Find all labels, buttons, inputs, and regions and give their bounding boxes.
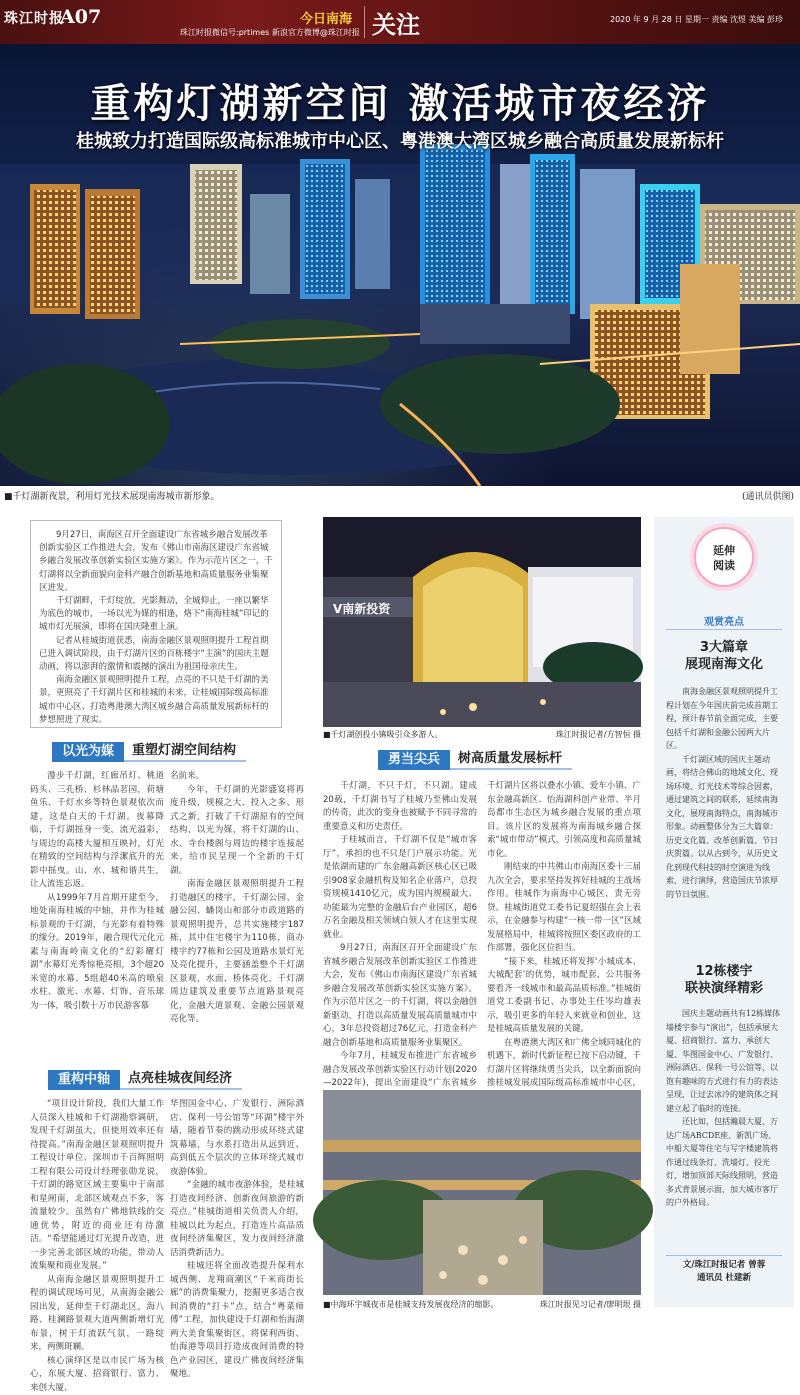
- extended-reading-badge: [694, 527, 754, 587]
- sidebar-divider: [666, 1255, 782, 1256]
- article-paragraph: 华图国金中心、广发银行、洲际酒店、保利一号公馆等“环湖”楼宇外墙，随着节奏的跳动形成环绕式建筑幕墙，与水系打造出从远到近、高到低五个层次的立体环绕式城市夜游体验。: [170, 1098, 304, 1179]
- photo1-caption: ■千灯湖创投小镇吸引众多游人。: [323, 729, 443, 740]
- intro-paragraph: 南海金融区景观照明提升工程，点亮的不只是千灯湖的美景，更照亮了千灯湖片区和桂城的未来，让桂城国际级高标准城市中心区、打造粤港澳大湾区城乡融合高质量发展新标杆的梦想照进了现实。: [39, 674, 273, 727]
- article-column: [323, 780, 477, 1080]
- article-paragraph: “项目设计阶段，我们大量工作人员深入桂城和千灯湖勘察调研，发现千灯湖虽大，但使用效率还有待提高。”南海金融区景观照明提升工程设计单位、深圳市千百辉照明工程有限公司设计经理张勋龙说，千灯湖的路宽区域主要集中于南部和星闸南，北部区域观点不多，客流量较少。虽然有广佛地铁线的交通优势，附近的商业还有待激活。“希望能通过灯光提升改造，进一步完善北部区域的功能，带动人流集聚和商业发展。”: [30, 1098, 164, 1274]
- sidebar-column-1: [666, 685, 784, 955]
- article-paragraph: 千灯湖片区将以叠水小镇、爱车小镇、广东金融高新区、怡海湖科创产业带、半月岛都市生态区为城乡融合发展的重点项目。该片区的发展将为南海城乡融合探索“城市带动”模式，引领高度和高质量城市化。: [487, 780, 641, 861]
- heading-line: 联袂演绎精彩: [654, 980, 794, 997]
- social-handles: 珠江时报微信号:prtimes 新浪官方微博@珠江时报: [180, 27, 360, 38]
- sidebar-paragraph: 国庆主题动画共有12栋媒体墙楼宇参与“演出”，包括承展大厦、招商银行、富力、承创大厦、华图国金中心、广发银行、洲际酒店、保利一号公馆等，以饱有趣味的方式进行有力的表达呈现，让过去冰冷的建筑体之间建立起了临时的连接。: [666, 1007, 784, 1115]
- section-title: 树高质量发展标杆: [450, 750, 572, 770]
- hero-photo: [0, 44, 800, 486]
- article-column: [30, 770, 164, 1054]
- section-heading-1: [52, 742, 246, 762]
- article-column: [170, 1098, 304, 1310]
- night-market-illustration: [323, 1090, 641, 1295]
- newspaper-logo: 珠江时报: [4, 8, 64, 28]
- photo-creative-town: [323, 517, 641, 727]
- byline-line: 通讯员 杜建新: [654, 1272, 794, 1285]
- main-headline: 重构灯湖新空间 激活城市夜经济: [0, 72, 800, 129]
- section-focus: 关注: [372, 5, 420, 40]
- article-paragraph: 漫步千灯湖，红廊吊灯、桃道码头、三孔桥、杉林品茗园，荷塘鱼乐、千灯水乡等特色景观依次而建，这是白天的千灯湖。夜幕降临，千灯湖摇身一变，流光溢彩，与周边的高楼大厦相互映衬，灯光在精致的空间结构与浮潔底升的光影中摇曳。山、水、城和谐共生，让人流连忘返。: [30, 770, 164, 892]
- intro-box: [30, 520, 282, 728]
- photo2-caption: ■中海环宇城夜市是桂城支持发展夜经济的缩影。: [323, 1299, 499, 1310]
- intro-paragraph: 9月27日，南海区召开全面建设广东省城乡融合发展改革创新实验区工作推进大会，发布《佛山市南海区建设广东省城乡融合发展改革创新实验区实施方案》。作为示范片区之一，千灯湖将以全新面貌向金科产融合创新基地和高质量服务业集聚区进发。: [39, 529, 273, 595]
- section-name: 今日南海: [300, 8, 352, 27]
- masthead-divider: [364, 6, 365, 38]
- intro-paragraph: 记者从桂城街道获悉，南海金融区景观照明提升工程首期已进入调试阶段，由千灯湖片区的百栋楼宇“主演”的国庆主题动画，将以澎湃的激情和震撼的演出为祖国母亲庆生。: [39, 635, 273, 675]
- sidebar-paragraph: 千灯湖区域的国庆主题动画，将结合佛山的地域文化、现场环境、灯光技术等综合因素，通过建筑之间的联系，延续南海文化，展现南海特点，南海城市形象。动画整体分为三大篇章：历史文化篇、改革创新篇、节日庆贺篇。以从古到今，从历史文化到现代科技的时空演进为线索，进行演绎，营造国庆节浓厚的节日氛围。: [666, 753, 784, 902]
- section-tag: 以光为媒: [52, 742, 124, 762]
- article-paragraph: “金融的城市夜游体验，是桂城打造夜间经济、创新夜间旅游的新亮点。”桂城街道相关负责人介绍，桂城以此为起点，打造连片高品质夜间经济集聚区，发力夜间经济激活消费新活力。: [170, 1179, 304, 1260]
- heading-line: 展现南海文化: [654, 656, 794, 673]
- heading-line: 12栋楼宇: [654, 963, 794, 980]
- section-heading-3: [48, 1070, 242, 1090]
- article-paragraph: 名前来。: [170, 770, 304, 784]
- article-column: [487, 780, 641, 1080]
- photo2-caption-bar: [323, 1297, 641, 1311]
- byline-line: 文/珠江时报记者 曾蓉: [654, 1259, 794, 1272]
- sidebar-paragraph: 还比如，包括瀚晨大厦、万达广场ABCDE座、新凯广场、中船大厦等住宅与写字楼建筑将作通过线条灯、洗墙灯、投光灯，增加顶部天际线照明，营造多式背景展示面，加大城市客厅的户外格局。: [666, 1115, 784, 1210]
- article-paragraph: 从1999年7月首期开建至今，地处南海桂城的中轴，并作为桂城标景观的千灯湖，与光影有着特殊的缘分。2019年，融合现代元化元素与南海岭南文化的“幻彩耀灯湖”水幕灯光秀惊艳亮相，3个超20米宽的水幕、5组超40米高的喷泉水柱、激光、水幕、灯饰、音乐球为一体，吸引数十万市民游客慕: [30, 892, 164, 1014]
- hero-caption-text: ■千灯湖新夜景，利用灯光技术展现南海城市新形象。: [4, 489, 220, 502]
- intro-paragraph: 千灯湖畔，千灯绽放，光影舞动，全城仰止，一座以繁华为底色的城市，一场以光为媒的相逢，烙下“南海桂城”印记的城市灯光展演，即将在国庆隆重上演。: [39, 595, 273, 635]
- article-paragraph: 核心演绎区是以市民广场为核心，东展大厦、招商银行、富力、来创大厦、: [30, 1355, 164, 1395]
- article-column: [30, 1098, 164, 1310]
- extended-reading-sidebar: [654, 517, 794, 1307]
- sub-headline: 桂城致力打造国际级高标准城市中心区、粤港澳大湾区城乡融合高质量发展新标杆: [0, 127, 800, 153]
- section-tag: 勇当尖兵: [378, 750, 450, 770]
- hero-caption: [0, 486, 800, 502]
- sidebar-label: 观赏亮点: [654, 613, 794, 628]
- hero-credit: (通讯员供图): [742, 489, 794, 502]
- sidebar-divider: [666, 629, 782, 630]
- article-paragraph: 于桂城而言，千灯湖不仅是“城市客厅”，承担的也不只是门户展示功能。光是依湖而建的广东金融高新区核心区已吸引908家金融机构及知名企业落户，总投资规模1410亿元，成为国内规模最大、功能最为完整的金融后台产业园区，超6万名金融及相关领域白领人才在这里实现就业。: [323, 834, 477, 942]
- byline: [654, 1259, 794, 1285]
- date-line: 2020 年 9 月 28 日 星期一 责编 沈煜 美编 彭珍: [610, 14, 783, 25]
- article-paragraph: 刚结束的中共佛山市南海区委十三届九次全会，要求坚持发挥好桂城的主战场作用。桂城作为南海中心城区，责无旁贷。桂城街道党工委书记夏绍强在会上表示，在金融参与构建“一核一带一区”区域发展格局中，桂城将按照区委区政府的工作部署，强化区位担当。: [487, 861, 641, 956]
- masthead: [0, 0, 800, 44]
- photo1-credit: 珠江时报记者/方智恒 摄: [556, 729, 641, 740]
- article-paragraph: 桂城还将全面改造提升保利水城西侧、龙翔商潮区“千米商街长廊”的消费集聚力，挖掘更多适合夜间消费的“打卡”点，结合“粤菜师傅”工程，加快建设千灯湖和怡海湖两大美食集聚街区，将保利西街、怡海港等项目打造成夜间消费的特色产业园区，建设广佛夜间经济集聚地。: [170, 1260, 304, 1382]
- article-paragraph: 千灯湖，不只千灯，不只湖。建成20载，千灯湖书写了桂城乃至佛山发展的传奇，此次的变身也被赋予不同寻常的重要意义和历史责任。: [323, 780, 477, 834]
- section-heading-2: [378, 750, 572, 770]
- heading-line: 3大篇章: [654, 639, 794, 656]
- section-title: 点亮桂城夜间经济: [120, 1070, 242, 1090]
- article-paragraph: 9月27日，南海区召开全面建设广东省城乡融合发展改革创新实验区工作推进大会，发布《佛山市南海区建设广东省城乡融合发展改革创新实验区实施方案》。作为示范片区之一的千灯湖，将以金融创新驱动，打造以高质量发展高质量城市中心，3年总投资超过76亿元，打造金科产融合创新基地和高质量服务业集聚区。: [323, 942, 477, 1050]
- sidebar-heading-2: [654, 963, 794, 997]
- badge-line: 阅读: [696, 558, 752, 573]
- article-paragraph: 从南海金融区景观照明提升工程的调试现场可见，从南海金融公园出发，延伸至千灯湖北区，海八路、桂澜路景观大道两侧新增灯光布景，树干灯流跃气氛，一路绽来，两侧斑斓。: [30, 1274, 164, 1355]
- section-tag: 重构中轴: [48, 1070, 120, 1090]
- photo2-credit: 珠江时报见习记者/廖明垠 摄: [540, 1299, 641, 1310]
- creative-town-illustration: [323, 517, 641, 727]
- photo1-caption-bar: [323, 727, 641, 741]
- article-paragraph: 今年7月，桂城发布推进广东省城乡融合发展改革创新实验区行动计划(2020—2022年)，提出全面建设“广东省城乡: [323, 1050, 477, 1118]
- sidebar-heading-1: [654, 639, 794, 673]
- article-paragraph: 南海金融区景观照明提升工程打造融区的楼宇，千灯湖公园、金融公园、蟠岗山和部分市政道路的景观照明提升，总共实施楼宇187栋，其中住宅楼宇为110栋，商办楼宇约77栋和公园及道路水景灯光及亮化提升，主要涵盖整个千灯湖区景观，水面、桥体亮化，千灯湖周边建筑及重要节点道路景观亮化，金融大道景观、金融公园景观亮化等。: [170, 878, 304, 1027]
- photo-night-market: [323, 1090, 641, 1295]
- article-paragraph: 在粤港澳大湾区和广佛全域同城化的机遇下，新时代新征程已按下启动键，千灯湖片区将继续勇当尖兵，以全新面貌向推桂城发展成国际级高标准城市中心区，: [487, 1037, 641, 1118]
- building-sign: V南新投资: [333, 601, 391, 616]
- badge-line: 延伸: [696, 543, 752, 558]
- article-paragraph: “接下来，桂城还将发挥‘小城成本、大城配套’的优势，城市配套，公共服务要看齐一线城市和最高品质标准。”桂城街道党工委副书记、办事处主任岑均雄表示，吸引更多的年轻人来就业和创业，这是桂城高质量发展的关键。: [487, 956, 641, 1037]
- sidebar-paragraph: 南海金融区景观照明提升工程计划在今年国庆前完成首期工程，预计春节前全面完成，主要包括千灯湖和金融公园两大片区。: [666, 685, 784, 753]
- article-column: [170, 770, 304, 1054]
- section-title: 重塑灯湖空间结构: [124, 742, 246, 762]
- article-paragraph: 今年，千灯湖的光影盛宴将再度升级，规模之大、投入之多、形式之新，打破了千灯湖原有的空间结构，以光为媒，将千灯湖的山、水、寺台楼阁与周边的楼宇连接起来，给市民呈现一个全新的千灯湖。: [170, 784, 304, 879]
- page-number: A07: [60, 6, 101, 28]
- sidebar-column-2: [666, 1007, 784, 1253]
